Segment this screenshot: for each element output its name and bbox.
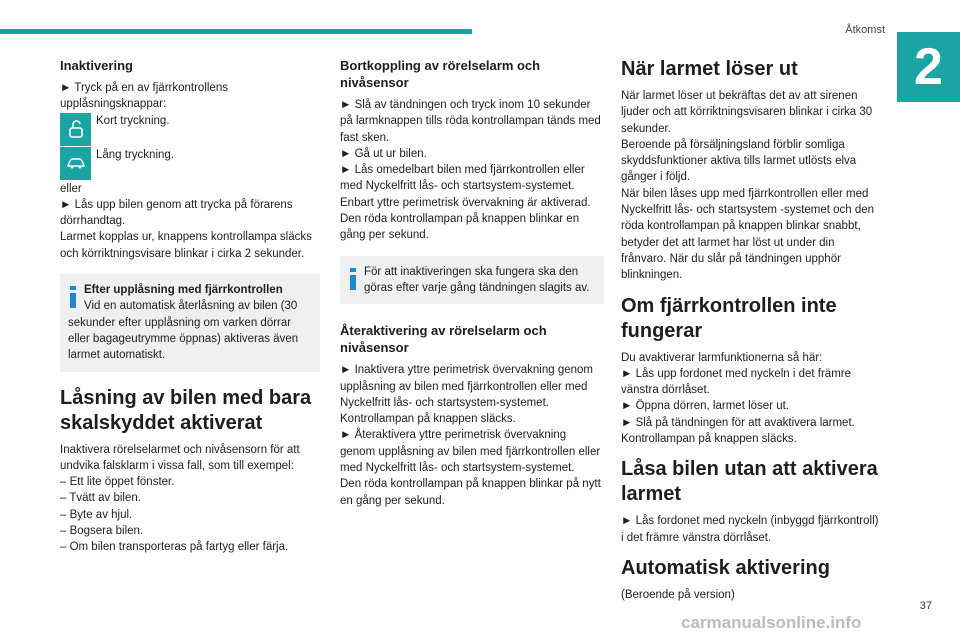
- heading-inaktivering: Inaktivering: [60, 58, 133, 73]
- paragraph: Enbart yttre perimetrisk övervakning är aktiverad. Den röda kontrollampan på knappen blinkar en gång per sekund.: [340, 196, 591, 242]
- heading-bortkoppling: Bortkoppling av rörelselarm och nivåsensor: [340, 58, 541, 90]
- paragraph: Kontrollampan på knappen släcks.: [340, 413, 516, 426]
- column-right: [621, 57, 883, 603]
- list-item: – Bogsera bilen.: [60, 525, 144, 538]
- list-item: – Ett lite öppet fönster.: [60, 476, 175, 489]
- paragraph: ► Öppna dörren, larmet löser ut.: [621, 400, 789, 413]
- paragraph: ► Lås omedelbart bilen med fjärrkontrollen eller med Nyckelfritt lås- och startsystem-systemet.: [340, 164, 585, 193]
- column-left: [60, 57, 320, 556]
- info-text: Vid en automatisk återlåsning av bilen (30 sekunder efter upplåsning om varken dörrar eller bagageutrymme öppnas) aktiveras även larmet automatiskt.: [68, 300, 299, 362]
- heading-larmet: När larmet löser ut: [621, 58, 798, 80]
- info-box: [60, 274, 320, 371]
- paragraph: ► Slå av tändningen och tryck inom 10 sekunder på larmknappen tills röda kontrollampan tänds med fast sken.: [340, 99, 601, 144]
- paragraph: Larmet kopplas ur, knappens kontrollampa släcks och körriktningsvisare blinkar i cirka 2 sekunder.: [60, 231, 312, 260]
- column-middle: [340, 57, 604, 509]
- heading-lasning: Låsning av bilen med bara skalskyddet aktiverat: [60, 386, 312, 434]
- unlock-key-icon: [60, 113, 91, 146]
- page-number: 37: [919, 600, 932, 612]
- car-key-icon: [60, 147, 91, 180]
- info-icon: [348, 268, 358, 290]
- paragraph: ► Lås upp fordonet med nyckeln i det främre vänstra dörrlåset.: [621, 367, 851, 397]
- key-label-short: Kort tryckning.: [96, 114, 170, 127]
- section-title: Åtkomst: [845, 24, 885, 36]
- heading-auto: Automatisk aktivering: [621, 556, 830, 579]
- paragraph: ► Lås upp bilen genom att trycka på förarens dörrhandtag.: [60, 198, 293, 228]
- paragraph: När larmet löser ut bekräftas det av att sirenen ljuder och att körriktningsvisaren blinkar i cirka 30 sekunder.: [621, 90, 873, 135]
- chapter-number-tab: 2: [897, 32, 960, 102]
- paragraph: eller: [60, 182, 82, 195]
- paragraph: Du avaktiverar larmfunktionerna så här:: [621, 351, 823, 364]
- key-label-long: Lång tryckning.: [96, 148, 174, 161]
- watermark: carmanualsonline.info: [681, 613, 862, 632]
- paragraph: ► Lås fordonet med nyckeln (inbyggd fjärrkontroll) i det främre vänstra dörrlåset.: [621, 515, 879, 544]
- heading-ateraktivering: Återaktivering av rörelselarm och nivåsensor: [340, 323, 547, 356]
- paragraph: När bilen låses upp med fjärrkontrollen eller med Nyckelfritt lås- och startsystem -systemet och den röda kontrollampan på knappen blinkar snabbt, betyder det att larmet har löst ut under din frånvaro. När du slår på tändningen upphör blinkningen.: [621, 187, 875, 282]
- heading-lasa: Låsa bilen utan att aktivera larmet: [621, 458, 878, 506]
- info-title: Efter upplåsning med fjärrkontrollen: [84, 284, 283, 297]
- header-accent-bar: [0, 29, 472, 34]
- paragraph: Den röda kontrollampan på knappen blinkar på nytt en gång per sekund.: [340, 478, 601, 507]
- paragraph: ► Gå ut ur bilen.: [340, 147, 427, 160]
- paragraph: (Beroende på version): [621, 588, 735, 601]
- key-row-short: [60, 113, 320, 146]
- paragraph: Kontrollampan på knappen släcks.: [621, 433, 797, 446]
- heading-fjarr: Om fjärrkontrollen inte fungerar: [621, 294, 837, 342]
- paragraph: Inaktivera rörelselarmet och nivåsensorn för att undvika falsklarm i vissa fall, som till exempel:: [60, 443, 300, 472]
- list-item: – Om bilen transporteras på fartyg eller färja.: [60, 541, 289, 554]
- paragraph: ► Inaktivera yttre perimetrisk övervakning genom upplåsning av bilen med fjärrkontrollen eller med Nyckelfritt lås- och startsystem-systemet.: [340, 364, 593, 409]
- paragraph: Beroende på försäljningsland förblir somliga skyddsfunktioner aktiva tills larmet utlösts elva gånger i följd.: [621, 138, 857, 184]
- list-item: – Byte av hjul.: [60, 508, 133, 521]
- info-text: För att inaktiveringen ska fungera ska den göras efter varje gång tändningen slagits av.: [364, 265, 590, 294]
- info-box: [340, 256, 604, 305]
- paragraph: ► Återaktivera yttre perimetrisk övervakning genom upplåsning av bilen med fjärrkontrollen eller med Nyckelfritt lås- och startsystem-systemet.: [340, 429, 601, 475]
- info-icon: [68, 286, 78, 308]
- list-item: – Tvätt av bilen.: [60, 492, 141, 505]
- paragraph: ► Slå på tändningen för att avaktivera larmet.: [621, 416, 855, 429]
- paragraph: ► Tryck på en av fjärrkontrollens upplåsningsknappar:: [60, 82, 228, 111]
- key-row-long: [60, 147, 320, 180]
